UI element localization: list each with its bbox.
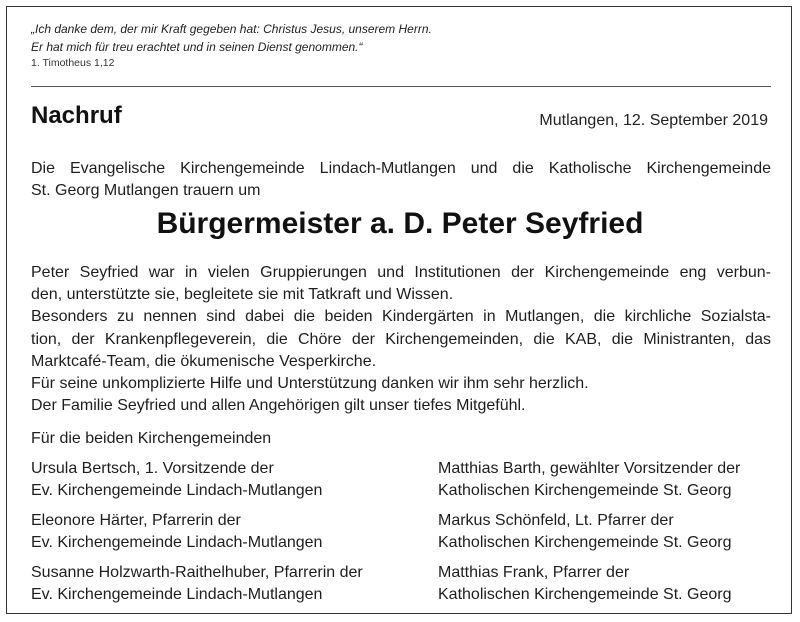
notice-date: Mutlangen, 12. September 2019	[539, 112, 768, 129]
signatory	[438, 510, 732, 554]
signatory	[438, 458, 740, 502]
signatory-org: Katholischen Kirchengemeinde St. Georg	[438, 534, 732, 551]
body-line: tion, der Krankenpflegeverein, die Chöre der Kirchengemeinden, die KAB, die Ministranten, das	[31, 330, 771, 348]
bible-quote	[31, 20, 432, 56]
body-text	[31, 262, 771, 417]
quote-reference: 1. Timotheus 1,12	[31, 57, 115, 69]
intro-text	[31, 158, 771, 202]
signatory-org: Katholischen Kirchengemeinde St. Georg	[438, 586, 732, 603]
signatory-org: Katholischen Kirchengemeinde St. Georg	[438, 482, 732, 499]
signatory-name: Matthias Frank, Pfarrer der	[438, 564, 630, 581]
divider-line	[31, 86, 771, 87]
body-line: Für seine unkomplizierte Hilfe und Unterstützung danken wir ihm sehr herzlich.	[31, 375, 589, 393]
signatory-org: Ev. Kirchengemeinde Lindach-Mutlangen	[31, 586, 323, 603]
signatory	[31, 510, 322, 554]
body-line: Peter Seyfried war in vielen Gruppierungen und Institutionen der Kirchengemeinde eng verbun-	[31, 264, 771, 281]
signatory-org: Ev. Kirchengemeinde Lindach-Mutlangen	[31, 534, 323, 551]
signatory-name: Markus Schönfeld, Lt. Pfarrer der	[438, 512, 674, 529]
quote-line-1: „Ich danke dem, der mir Kraft gegeben hat: Christus Jesus, unserem Herrn.	[31, 22, 432, 36]
body-line: Marktcafé-Team, die ökumenische Vesperkirche.	[31, 352, 377, 370]
signatory-name: Ursula Bertsch, 1. Vorsitzende der	[31, 460, 274, 477]
signatory-org: Ev. Kirchengemeinde Lindach-Mutlangen	[31, 482, 323, 499]
signoff-text: Für die beiden Kirchengemeinden	[31, 430, 272, 447]
quote-line-2: Er hat mich für treu erachtet und in seinen Dienst genommen.“	[31, 40, 363, 54]
body-line: den, unterstützte sie, begleitete sie mit Tatkraft und Wissen.	[31, 286, 454, 304]
signatory	[31, 562, 363, 606]
signatory-name: Matthias Barth, gewählter Vorsitzender der	[438, 460, 741, 477]
body-line: Der Familie Seyfried und allen Angehörigen gilt unser tiefes Mitgefühl.	[31, 397, 526, 415]
signatory	[31, 458, 322, 502]
deceased-name: Bürgermeister a. D. Peter Seyfried	[156, 207, 644, 240]
intro-line-2: St. Georg Mutlangen trauern um	[31, 182, 261, 199]
signatory-name: Eleonore Härter, Pfarrerin der	[31, 512, 241, 529]
body-line: Besonders zu nennen sind dabei die beiden Kindergärten in Mutlangen, die kirchliche Sozialsta-	[31, 308, 771, 326]
signatory-name: Susanne Holzwarth-Raithelhuber, Pfarrerin der	[31, 564, 363, 581]
intro-line-1: Die Evangelische Kirchengemeinde Lindach-Mutlangen und die Katholische Kirchengemeinde	[31, 160, 771, 177]
notice-title: Nachruf	[31, 102, 122, 129]
signatory	[438, 562, 732, 606]
